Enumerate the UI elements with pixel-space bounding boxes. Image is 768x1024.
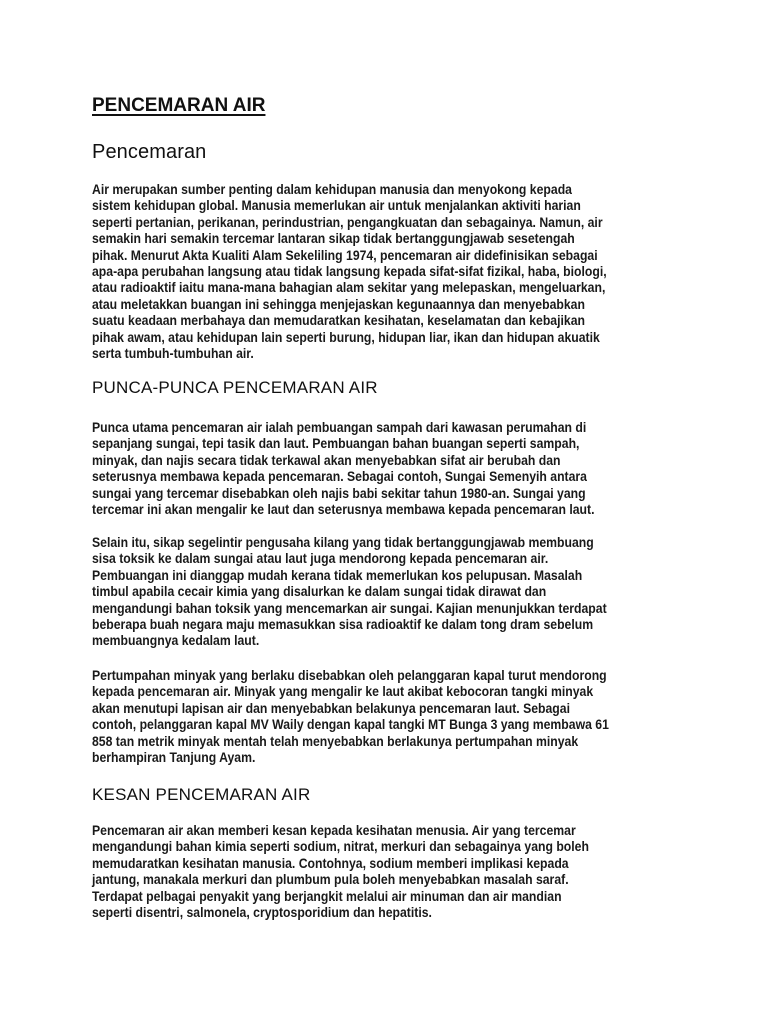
paragraph-line: seterusnya membawa kepada pencemaran. Sebagai contoh, Sungai Semenyih antara (92, 469, 587, 485)
paragraph-line: membuangnya kedalam laut. (92, 633, 260, 649)
paragraph-punca-1 (92, 420, 623, 518)
paragraph-line: Punca utama pencemaran air ialah pembuangan sampah dari kawasan perumahan di (92, 420, 587, 435)
paragraph-pencemaran (92, 182, 623, 362)
paragraph-line: akan menutupi lapisan air dan menyebabkan belakunya pencemaran laut. Sebagai (92, 700, 570, 716)
paragraph-line: beberapa buah negara maju memasukkan sisa radioaktif ke dalam tong dram sebelum (92, 617, 594, 633)
paragraph-line: Selain itu, sikap segelintir pengusaha kilang yang tidak bertanggungjawab membuang (92, 535, 594, 550)
paragraph-line: Pencemaran air akan memberi kesan kepada kesihatan menusia. Air yang tercemar (92, 823, 576, 838)
paragraph-line: 858 tan metrik minyak mentah telah menyebabkan berlakunya pertumpahan minyak (92, 733, 579, 749)
paragraph-line: atau meletakkan buangan ini sehingga menjejaskan kegunaannya dan menyebabkan (92, 296, 585, 312)
paragraph-line: Pembuangan ini dianggap mudah kerana tidak memerlukan kos pelupusan. Masalah (92, 567, 583, 583)
paragraph-line: berhampiran Tanjung Ayam. (92, 750, 256, 766)
paragraph-line: sistem kehidupan global. Manusia memerlukan air untuk menjalankan aktiviti harian (92, 198, 581, 214)
paragraph-line: jantung, manakala merkuri dan plumbum pula boleh menyebabkan masalah saraf. (92, 872, 569, 888)
paragraph-line: mengandungi bahan toksik yang mencemarkan air sungai. Kajian menunjukkan terdapat (92, 600, 607, 616)
paragraph-line: Air merupakan sumber penting dalam kehidupan manusia dan menyokong kepada (92, 182, 572, 197)
paragraph-line: seperti disentri, salmonela, cryptosporidium dan hepatitis. (92, 905, 432, 921)
section-heading-pencemaran: Pencemaran (92, 141, 207, 163)
paragraph-line: timbul apabila cecair kimia yang disalurkan ke dalam sungai tidak dirawat dan (92, 584, 547, 600)
paragraph-line: semakin hari semakin tercemar lantaran sikap tidak bertanggungjawab sesetengah (92, 231, 575, 247)
paragraph-line: sisa toksik ke dalam sungai atau laut juga mendorong kepada pencemaran air. (92, 551, 549, 567)
paragraph-line: atau radioaktif iaitu mana-mana bahagian alam sekitar yang melepaskan, mengeluarkan, (92, 280, 606, 296)
paragraph-line: tercemar ini akan mengalir ke laut dan seterusnya membawa kepada pencemaran laut. (92, 502, 595, 518)
paragraph-punca-3 (92, 668, 623, 766)
paragraph-line: serta tumbuh-tumbuhan air. (92, 346, 254, 362)
paragraph-line: Terdapat pelbagai penyakit yang berjangkit melalui air minuman dan air mandian (92, 888, 562, 904)
paragraph-kesan (92, 823, 623, 921)
paragraph-line: Pertumpahan minyak yang berlaku disebabkan oleh pelanggaran kapal turut mendorong (92, 668, 607, 683)
document-title: PENCEMARAN AIR (92, 95, 266, 116)
paragraph-line: kepada pencemaran air. Minyak yang mengalir ke laut akibat kebocoran tangki minyak (92, 684, 594, 700)
section-heading-punca: PUNCA-PUNCA PENCEMARAN AIR (92, 378, 378, 397)
paragraph-line: memudaratkan kesihatan manusia. Contohnya, sodium memberi implikasi kepada (92, 855, 569, 871)
paragraph-line: sungai yang tercemar disebabkan oleh najis babi sekitar tahun 1980-an. Sungai yang (92, 485, 586, 501)
paragraph-line: contoh, pelanggaran kapal MV Waily dengan kapal tangki MT Bunga 3 yang membawa 61 (92, 717, 609, 733)
paragraph-punca-2 (92, 535, 623, 650)
paragraph-line: pihak. Menurut Akta Kualiti Alam Sekeliling 1974, pencemaran air didefinisikan sebagai (92, 247, 598, 263)
paragraph-line: pihak awam, atau kehidupan lain seperti burung, hidupan liar, ikan dan hidupan akuatik (92, 329, 600, 345)
paragraph-line: seperti pertanian, perikanan, perindustrian, pengangkuatan dan sebagainya. Namun, air (92, 214, 603, 230)
paragraph-line: minyak, dan najis secara tidak terkawal akan menyebabkan sifat air berubah dan (92, 452, 561, 468)
paragraph-line: sepanjang sungai, tepi tasik dan laut. Pembuangan bahan buangan seperti sampah, (92, 436, 580, 452)
paragraph-line: suatu keadaan merbahaya dan memudaratkan kesihatan, keselamatan dan kebajikan (92, 313, 586, 329)
paragraph-line: mengandungi bahan kimia seperti sodium, nitrat, merkuri dan sebagainya yang boleh (92, 839, 589, 855)
section-heading-kesan: KESAN PENCEMARAN AIR (92, 785, 311, 804)
paragraph-line: apa-apa perubahan langsung atau tidak langsung kepada sifat-sifat fizikal, haba, biologi, (92, 264, 607, 280)
